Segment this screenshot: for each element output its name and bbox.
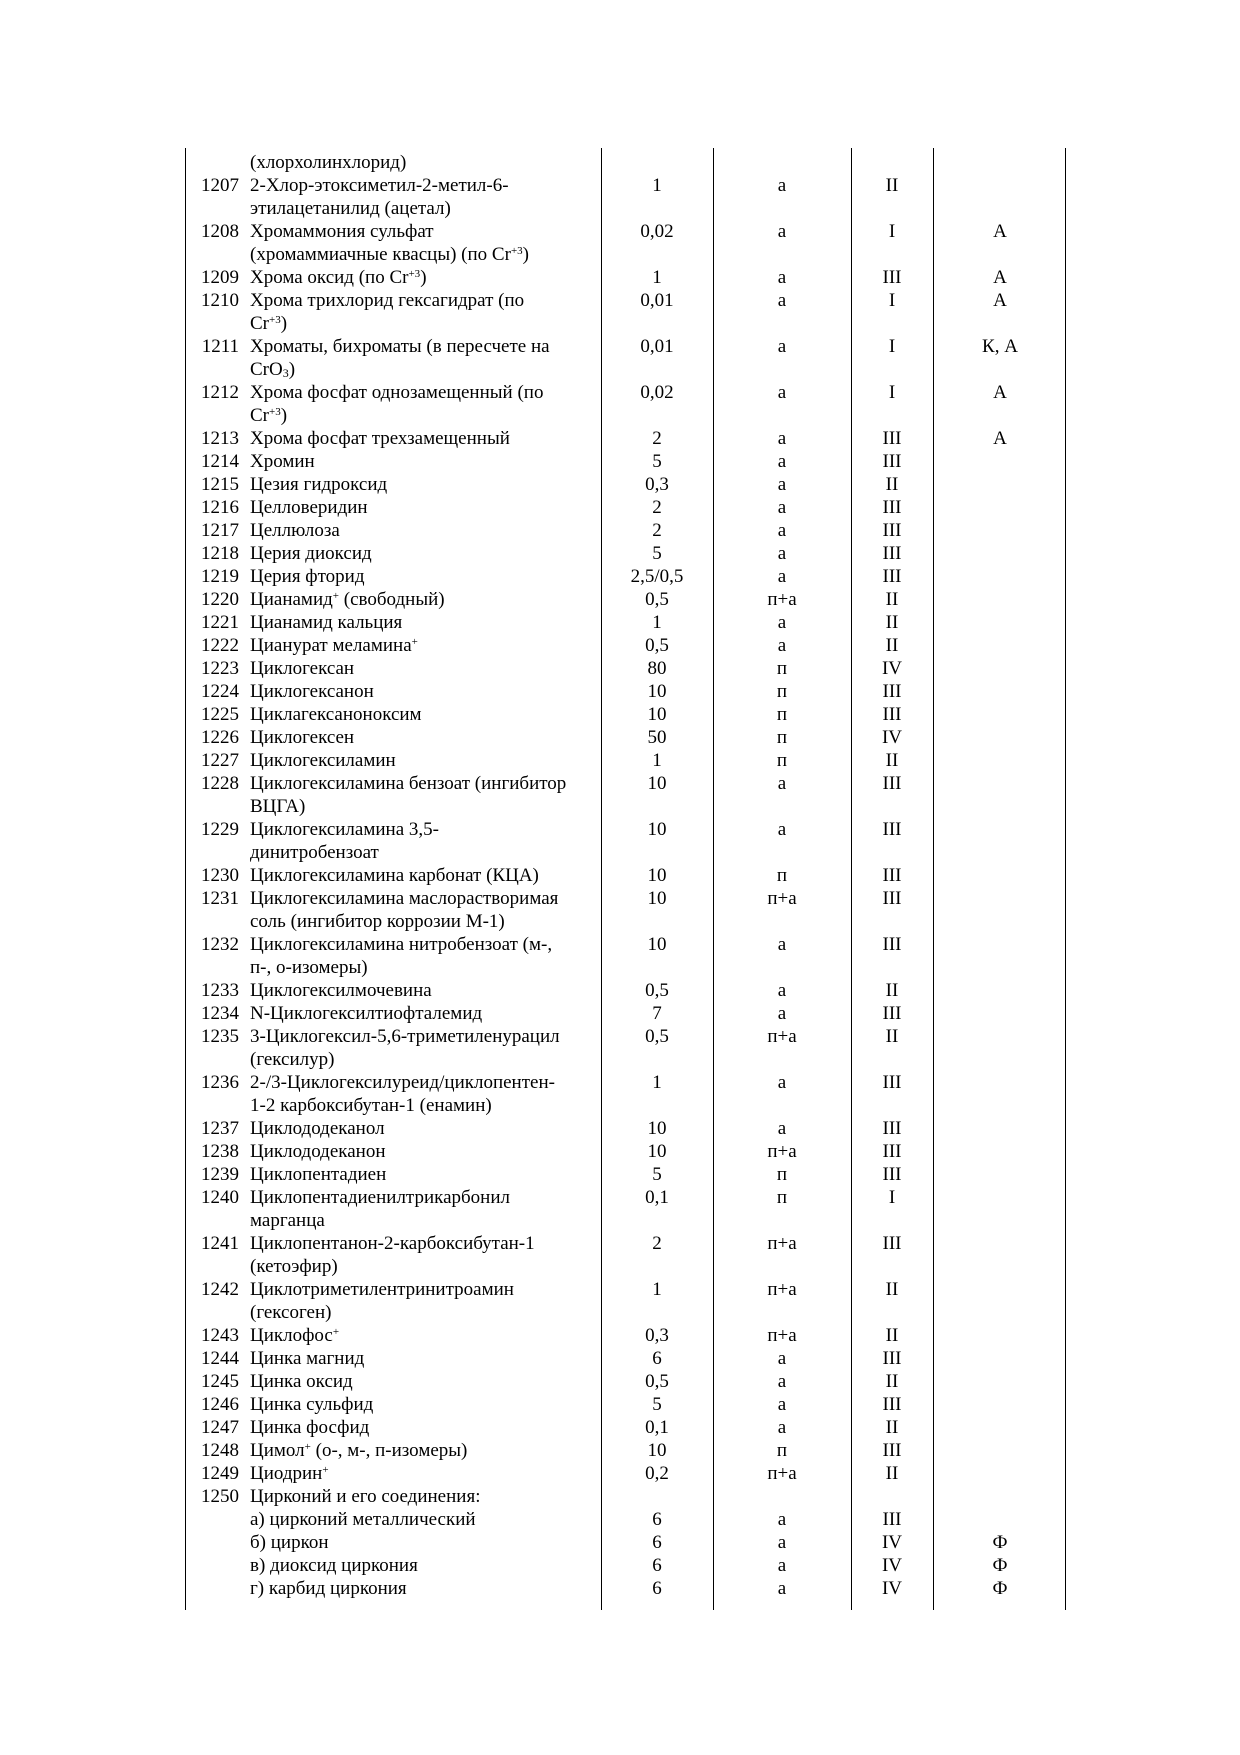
row-number: 1219: [201, 566, 239, 587]
concentration: 0,3: [645, 1325, 669, 1346]
table-row: [0, 473, 1240, 496]
table-row: [0, 933, 1240, 979]
concentration: 5: [652, 1394, 662, 1415]
hazard-class: I: [888, 1187, 896, 1208]
row-number: 1246: [201, 1394, 239, 1415]
row-number: 1239: [201, 1164, 239, 1185]
table-row: [0, 381, 1240, 427]
note: Ф: [992, 1578, 1008, 1599]
concentration: 0,01: [640, 290, 674, 311]
substance-name: Циклогексиламина карбонат (КЦА): [250, 865, 539, 886]
hazard-class: III: [882, 428, 902, 449]
substance-name: Циодрин+: [250, 1463, 329, 1484]
aggregate-state: а: [777, 267, 787, 288]
concentration: 0,1: [645, 1417, 669, 1438]
aggregate-state: а: [777, 1578, 787, 1599]
substance-name: Цинка фосфид: [250, 1417, 370, 1438]
concentration: 10: [647, 1141, 667, 1162]
hazard-class: I: [888, 290, 896, 311]
hazard-class: I: [888, 221, 896, 242]
table-row: [0, 1462, 1240, 1485]
row-number: 1245: [201, 1371, 239, 1392]
row-number: 1241: [201, 1233, 239, 1254]
table-row: [0, 1232, 1240, 1278]
hazard-class: I: [888, 336, 896, 357]
substance-name: Цинка сульфид: [250, 1394, 374, 1415]
table-row: [0, 151, 1240, 174]
concentration: 1: [652, 267, 662, 288]
aggregate-state: а: [777, 474, 787, 495]
substance-name: Циклогексилмочевина: [250, 980, 432, 1001]
hazard-class: II: [885, 612, 899, 633]
concentration: 6: [652, 1555, 662, 1576]
aggregate-state: а: [777, 980, 787, 1001]
substance-name: Целлюлоза: [250, 520, 340, 541]
row-number: 1224: [201, 681, 239, 702]
concentration: 7: [652, 1003, 662, 1024]
table-row: [0, 1393, 1240, 1416]
concentration: 2: [652, 428, 662, 449]
substance-name: 3-Циклогексил-5,6-триметиленурацил (гексилур): [250, 1026, 560, 1070]
note: К, А: [982, 336, 1018, 357]
table-row: [0, 1324, 1240, 1347]
substance-name: Хромаммония сульфат (хромаммиачные квасцы) (по $Cr^{+3}$): [250, 221, 529, 265]
aggregate-state: п+а: [767, 589, 797, 610]
hazard-class: IV: [881, 1555, 903, 1576]
table-row: [0, 220, 1240, 266]
concentration: 0,01: [640, 336, 674, 357]
concentration: 6: [652, 1532, 662, 1553]
row-number: 1226: [201, 727, 239, 748]
row-number: 1240: [201, 1187, 239, 1208]
table-row: [0, 1370, 1240, 1393]
row-number: 1213: [201, 428, 239, 449]
row-number: 1217: [201, 520, 239, 541]
row-number: 1209: [201, 267, 239, 288]
substance-name: Циклагексаноноксим: [250, 704, 422, 725]
aggregate-state: п: [776, 1164, 788, 1185]
table-row: [0, 887, 1240, 933]
aggregate-state: а: [777, 428, 787, 449]
table-row: [0, 818, 1240, 864]
row-number: 1242: [201, 1279, 239, 1300]
aggregate-state: а: [777, 336, 787, 357]
hazard-class: III: [882, 934, 902, 955]
aggregate-state: а: [777, 566, 787, 587]
table-row: [0, 174, 1240, 220]
row-number: 1211: [201, 336, 239, 357]
hazard-class: III: [882, 451, 902, 472]
row-number: 1234: [201, 1003, 239, 1024]
hazard-class: III: [882, 1233, 902, 1254]
table-row: [0, 1025, 1240, 1071]
table-row: [0, 680, 1240, 703]
hazard-class: III: [882, 1003, 902, 1024]
table-row: [0, 611, 1240, 634]
note: А: [993, 382, 1007, 403]
substance-name: Циклогексиламина маслорастворимая соль (ингибитор коррозии М-1): [250, 888, 559, 932]
concentration: 80: [647, 658, 667, 679]
table-row: [0, 864, 1240, 887]
table-row: [0, 703, 1240, 726]
table-row: [0, 565, 1240, 588]
row-number: 1230: [201, 865, 239, 886]
concentration: 50: [647, 727, 667, 748]
hazard-class: II: [885, 175, 899, 196]
hazard-class: IV: [881, 1578, 903, 1599]
hazard-class: II: [885, 1279, 899, 1300]
row-number: 1247: [201, 1417, 239, 1438]
hazard-class: III: [882, 1072, 902, 1093]
concentration: 10: [647, 888, 667, 909]
row-number: 1236: [201, 1072, 239, 1093]
hazard-class: II: [885, 589, 899, 610]
hazard-class: III: [882, 865, 902, 886]
table-row: [0, 749, 1240, 772]
aggregate-state: а: [777, 773, 787, 794]
hazard-class: II: [885, 1325, 899, 1346]
concentration: 2: [652, 520, 662, 541]
row-number: 1225: [201, 704, 239, 725]
row-number: 1218: [201, 543, 239, 564]
substance-name: Циклогексиламина нитробензоат (м-, п-, о-изомеры): [250, 934, 553, 978]
concentration: 0,02: [640, 221, 674, 242]
table-row: [0, 1347, 1240, 1370]
hazard-class: III: [882, 1394, 902, 1415]
table-row: [0, 1140, 1240, 1163]
substance-name: Хрома оксид (по $Cr^{+3}$): [250, 267, 427, 288]
table-row: [0, 1416, 1240, 1439]
table-row: [0, 1002, 1240, 1025]
hazard-class: III: [882, 1164, 902, 1185]
row-number: 1221: [201, 612, 239, 633]
concentration: 10: [647, 1118, 667, 1139]
concentration: 0,1: [645, 1187, 669, 1208]
row-number: 1220: [201, 589, 239, 610]
table-row: [0, 634, 1240, 657]
note: А: [993, 290, 1007, 311]
concentration: 0,5: [645, 1026, 669, 1047]
hazard-class: II: [885, 750, 899, 771]
table-row: [0, 657, 1240, 680]
hazard-class: III: [882, 1141, 902, 1162]
aggregate-state: а: [777, 1371, 787, 1392]
hazard-class: IV: [881, 727, 903, 748]
hazard-class: I: [888, 382, 896, 403]
substance-name: Циклогексанон: [250, 681, 374, 702]
table-row: [0, 519, 1240, 542]
row-number: 1231: [201, 888, 239, 909]
hazard-class: II: [885, 1371, 899, 1392]
aggregate-state: п: [776, 750, 788, 771]
substance-name: 2-/3-Циклогексилуреид/циклопентен- 1-2 карбоксибутан-1 (енамин): [250, 1072, 555, 1116]
aggregate-state: а: [777, 1532, 787, 1553]
substance-name: Церия диоксид: [250, 543, 372, 564]
concentration: 6: [652, 1509, 662, 1530]
hazard-class: III: [882, 497, 902, 518]
table-row: [0, 542, 1240, 565]
row-number: 1237: [201, 1118, 239, 1139]
concentration: 10: [647, 773, 667, 794]
aggregate-state: а: [777, 612, 787, 633]
aggregate-state: а: [777, 1555, 787, 1576]
concentration: 10: [647, 934, 667, 955]
aggregate-state: а: [777, 543, 787, 564]
table-row: [0, 726, 1240, 749]
table-row: [0, 1071, 1240, 1117]
substance-name: Циклопентанон-2-карбоксибутан-1 (кетоэфир): [250, 1233, 535, 1277]
hazard-class: III: [882, 1509, 902, 1530]
concentration: 10: [647, 1440, 667, 1461]
aggregate-state: а: [777, 1394, 787, 1415]
aggregate-state: п+а: [767, 1233, 797, 1254]
substance-name: Циклопентадиенилтрикарбонил марганца: [250, 1187, 510, 1231]
table-row: [0, 335, 1240, 381]
table-row: [0, 450, 1240, 473]
concentration: 6: [652, 1578, 662, 1599]
aggregate-state: а: [777, 520, 787, 541]
concentration: 10: [647, 681, 667, 702]
concentration: 2: [652, 497, 662, 518]
substance-name: 2-Хлор-этоксиметил-2-метил-6- этилацетанилид (ацетал): [250, 175, 509, 219]
aggregate-state: а: [777, 290, 787, 311]
hazard-class: II: [885, 1026, 899, 1047]
substance-name: Циклогексиламина бензоат (ингибитор ВЦГА): [250, 773, 567, 817]
concentration: 10: [647, 819, 667, 840]
concentration: 5: [652, 451, 662, 472]
table-row: [0, 1577, 1240, 1600]
table-row: [0, 289, 1240, 335]
row-number: 1229: [201, 819, 239, 840]
concentration: 0,5: [645, 980, 669, 1001]
aggregate-state: п: [776, 704, 788, 725]
aggregate-state: п+а: [767, 1141, 797, 1162]
concentration: 0,5: [645, 635, 669, 656]
aggregate-state: а: [777, 497, 787, 518]
table-row: [0, 979, 1240, 1002]
concentration: 1: [652, 1279, 662, 1300]
hazard-class: III: [882, 1118, 902, 1139]
table-row: [0, 1554, 1240, 1577]
concentration: 0,5: [645, 589, 669, 610]
aggregate-state: п+а: [767, 1325, 797, 1346]
substance-name: Циклогексан: [250, 658, 355, 679]
note: Ф: [992, 1555, 1008, 1576]
note: Ф: [992, 1532, 1008, 1553]
substance-name: Целловеридин: [250, 497, 368, 518]
table-row: [0, 588, 1240, 611]
row-number: 1207: [201, 175, 239, 196]
table-row: [0, 772, 1240, 818]
row-number: 1243: [201, 1325, 239, 1346]
substance-name: Циклододеканон: [250, 1141, 386, 1162]
aggregate-state: а: [777, 1118, 787, 1139]
table-row: [0, 1508, 1240, 1531]
substance-name: (хлорхолинхлорид): [250, 152, 407, 173]
row-number: 1249: [201, 1463, 239, 1484]
concentration: 5: [652, 1164, 662, 1185]
substance-name: Цезия гидроксид: [250, 474, 388, 495]
row-number: 1222: [201, 635, 239, 656]
substance-name: Хромин: [250, 451, 315, 472]
note: А: [993, 428, 1007, 449]
aggregate-state: а: [777, 819, 787, 840]
hazard-class: II: [885, 474, 899, 495]
aggregate-state: а: [777, 1509, 787, 1530]
concentration: 0,02: [640, 382, 674, 403]
aggregate-state: п: [776, 681, 788, 702]
concentration: 6: [652, 1348, 662, 1369]
concentration: 0,5: [645, 1371, 669, 1392]
hazard-class: III: [882, 819, 902, 840]
substance-name: Церия фторид: [250, 566, 365, 587]
concentration: 2,5/0,5: [630, 566, 684, 587]
aggregate-state: а: [777, 1348, 787, 1369]
table-row: [0, 1531, 1240, 1554]
hazard-class: III: [882, 543, 902, 564]
concentration: 10: [647, 704, 667, 725]
substance-name: N-Циклогексилтиофталемид: [250, 1003, 483, 1024]
table-row: [0, 1163, 1240, 1186]
aggregate-state: п: [776, 658, 788, 679]
aggregate-state: а: [777, 175, 787, 196]
substance-name: Цинка магнид: [250, 1348, 365, 1369]
row-number: 1208: [201, 221, 239, 242]
aggregate-state: п+а: [767, 1463, 797, 1484]
hazard-class: III: [882, 566, 902, 587]
aggregate-state: а: [777, 934, 787, 955]
aggregate-state: а: [777, 1003, 787, 1024]
aggregate-state: п+а: [767, 1279, 797, 1300]
hazard-class: II: [885, 635, 899, 656]
concentration: 0,3: [645, 474, 669, 495]
table-row: [0, 266, 1240, 289]
row-number: 1250: [201, 1486, 239, 1507]
hazard-class: II: [885, 1417, 899, 1438]
concentration: 5: [652, 543, 662, 564]
substance-name: Хроматы, бихроматы (в пересчете на CrO$_3$): [250, 336, 550, 380]
substance-name: Хрома трихлорид гексагидрат (по $Cr^{+3}$): [250, 290, 525, 334]
hazard-class: III: [882, 1348, 902, 1369]
hazard-class: III: [882, 773, 902, 794]
concentration: 1: [652, 175, 662, 196]
concentration: 1: [652, 750, 662, 771]
concentration: 1: [652, 1072, 662, 1093]
hazard-class: III: [882, 1440, 902, 1461]
note: А: [993, 267, 1007, 288]
concentration: 2: [652, 1233, 662, 1254]
aggregate-state: п: [776, 1440, 788, 1461]
table-row: [0, 1485, 1240, 1508]
aggregate-state: п+а: [767, 1026, 797, 1047]
substance-name: б) циркон: [250, 1532, 329, 1553]
table-row: [0, 1278, 1240, 1324]
row-number: 1232: [201, 934, 239, 955]
substance-name: Циклофос+: [250, 1325, 340, 1346]
hazard-class: IV: [881, 1532, 903, 1553]
substance-name: Хрома фосфат трехзамещенный: [250, 428, 510, 449]
row-number: 1215: [201, 474, 239, 495]
substance-name: г) карбид циркония: [250, 1578, 407, 1599]
row-number: 1223: [201, 658, 239, 679]
row-number: 1227: [201, 750, 239, 771]
aggregate-state: а: [777, 635, 787, 656]
table-row: [0, 427, 1240, 450]
row-number: 1216: [201, 497, 239, 518]
aggregate-state: п: [776, 865, 788, 886]
substance-name: Циклододеканол: [250, 1118, 385, 1139]
hazard-class: IV: [881, 658, 903, 679]
concentration: 10: [647, 865, 667, 886]
table-row: [0, 496, 1240, 519]
substance-name: Цианурат меламина+: [250, 635, 418, 656]
hazard-class: III: [882, 520, 902, 541]
row-number: 1214: [201, 451, 239, 472]
aggregate-state: а: [777, 221, 787, 242]
substance-name: Цирконий и его соединения:: [250, 1486, 481, 1507]
substance-name: Циклогексиламин: [250, 750, 396, 771]
hazard-class: II: [885, 980, 899, 1001]
aggregate-state: п: [776, 727, 788, 748]
substance-name: Цианамид кальция: [250, 612, 403, 633]
table-row: [0, 1186, 1240, 1232]
row-number: 1238: [201, 1141, 239, 1162]
substance-name: Циклогексиламина 3,5- динитробензоат: [250, 819, 439, 863]
row-number: 1210: [201, 290, 239, 311]
row-number: 1228: [201, 773, 239, 794]
aggregate-state: а: [777, 1072, 787, 1093]
concentration: 1: [652, 612, 662, 633]
row-number: 1235: [201, 1026, 239, 1047]
substance-name: Цимол+ (о-, м-, п-изомеры): [250, 1440, 468, 1461]
hazard-class: III: [882, 267, 902, 288]
row-number: 1212: [201, 382, 239, 403]
note: А: [993, 221, 1007, 242]
substance-name: а) цирконий металлический: [250, 1509, 476, 1530]
hazard-class: II: [885, 1463, 899, 1484]
substance-name: Цианамид+ (свободный): [250, 589, 445, 610]
concentration: 0,2: [645, 1463, 669, 1484]
aggregate-state: п+а: [767, 888, 797, 909]
table-row: [0, 1117, 1240, 1140]
substance-name: в) диоксид циркония: [250, 1555, 418, 1576]
table-row: [0, 1439, 1240, 1462]
row-number: 1233: [201, 980, 239, 1001]
substance-name: Циклотриметилентринитроамин (гексоген): [250, 1279, 514, 1323]
substance-name: Циклогексен: [250, 727, 355, 748]
substance-name: Хрома фосфат однозамещенный (по $Cr^{+3}$): [250, 382, 544, 426]
substance-name: Цинка оксид: [250, 1371, 353, 1392]
substances-table: [0, 151, 1240, 1600]
row-number: 1244: [201, 1348, 239, 1369]
aggregate-state: п: [776, 1187, 788, 1208]
hazard-class: III: [882, 888, 902, 909]
substance-name: Циклопентадиен: [250, 1164, 387, 1185]
hazard-class: III: [882, 704, 902, 725]
aggregate-state: а: [777, 382, 787, 403]
aggregate-state: а: [777, 1417, 787, 1438]
row-number: 1248: [201, 1440, 239, 1461]
aggregate-state: а: [777, 451, 787, 472]
hazard-class: III: [882, 681, 902, 702]
